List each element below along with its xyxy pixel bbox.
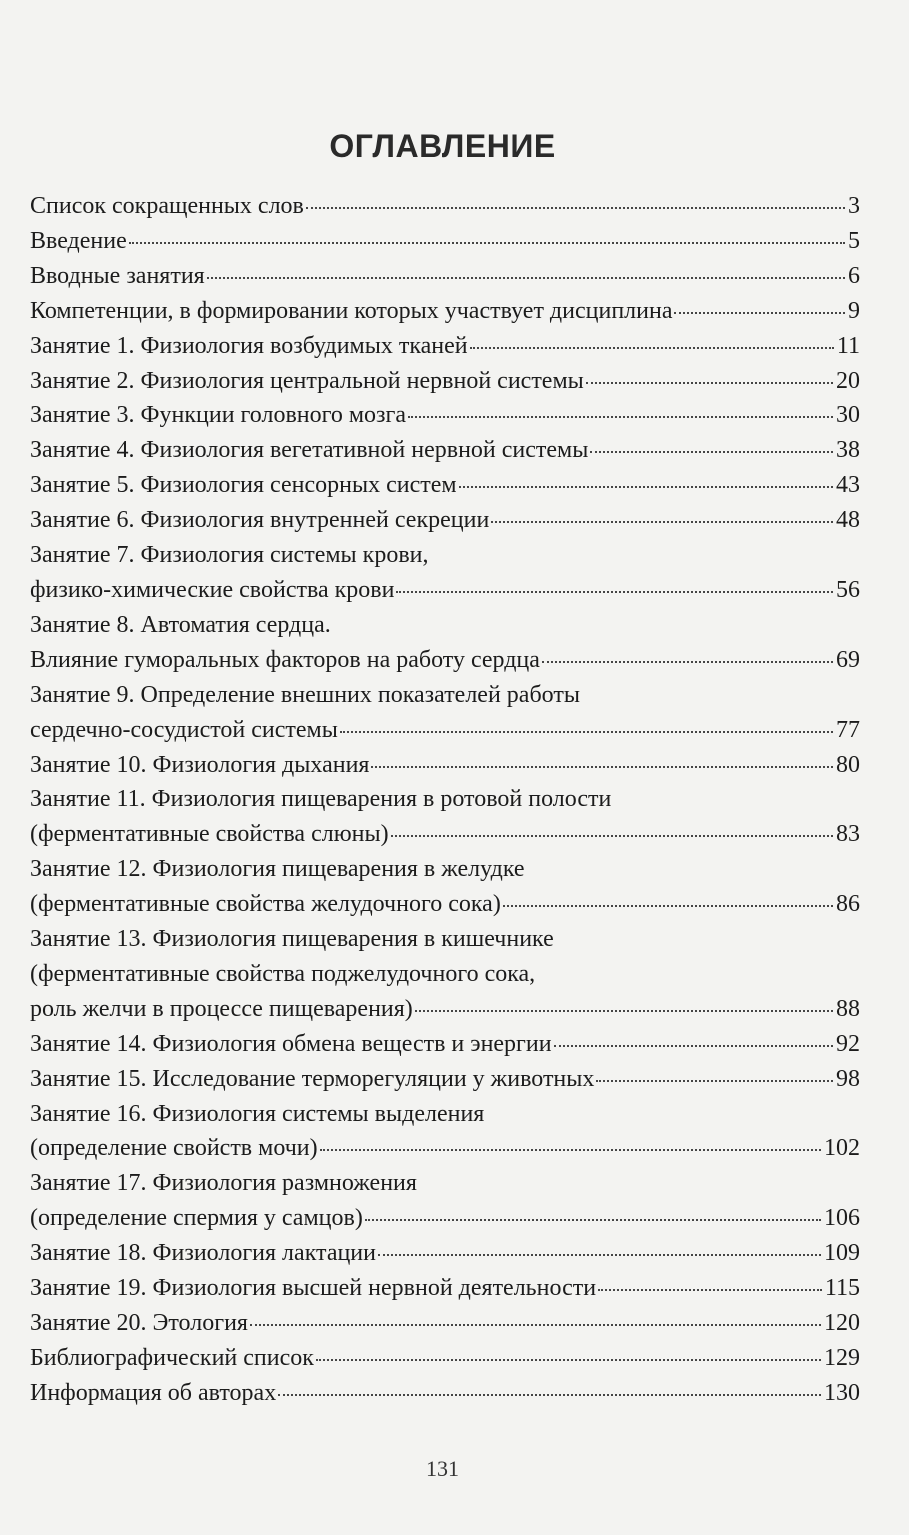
toc-entry (30, 538, 860, 608)
toc-entry-title: Список сокращенных слов (30, 193, 304, 219)
toc-entry (30, 189, 860, 224)
toc-entry-row (30, 294, 860, 329)
dot-leader (542, 661, 833, 663)
toc-entry-page: 102 (824, 1135, 860, 1162)
toc-entry-page: 77 (836, 716, 860, 743)
dot-leader (129, 242, 845, 244)
toc-entry-page: 92 (836, 1030, 860, 1057)
dot-leader (415, 1010, 833, 1012)
toc-entry (30, 224, 860, 259)
toc-entry-page: 11 (836, 332, 860, 359)
toc-entry-page: 109 (824, 1240, 860, 1267)
toc-entry-title: Занятие 2. Физиология центральной нервной системы (30, 367, 584, 394)
dot-leader (459, 486, 833, 488)
toc-entry-line: Занятие 12. Физиология пищеварения в желудке (30, 856, 525, 883)
toc-entry-row (30, 643, 860, 678)
dot-leader (340, 731, 833, 733)
dot-leader (470, 347, 834, 349)
toc-entry-title: Компетенции, в формировании которых участвует дисциплина (30, 297, 673, 324)
toc-entry-title: Занятие 6. Физиология внутренней секреции (30, 507, 490, 534)
toc-entry-title: сердечно-сосудистой системы (30, 716, 338, 743)
toc-entry (30, 1097, 860, 1167)
toc-entry-line: Занятие 17. Физиология размножения (30, 1170, 417, 1197)
toc-entry-row (30, 259, 860, 294)
toc-entry-row (30, 817, 860, 852)
toc-entry-title: Занятие 15. Исследование терморегуляции у животных (30, 1065, 595, 1092)
dot-leader (491, 521, 833, 523)
toc-entry-page: 20 (836, 367, 860, 394)
toc-entry-page: 30 (836, 402, 860, 429)
toc-entry (30, 503, 860, 538)
dot-leader (396, 591, 833, 593)
toc-entry-row (30, 887, 860, 922)
dot-leader (278, 1394, 821, 1396)
toc-entry-page: 86 (836, 891, 860, 918)
toc-entry-title: Занятие 5. Физиология сенсорных систем (30, 472, 457, 499)
toc-entry-row (30, 189, 860, 224)
toc-entry-row (30, 1201, 860, 1236)
toc-entry (30, 329, 860, 364)
toc-entry-page: 106 (824, 1205, 860, 1232)
dot-leader (596, 1080, 833, 1082)
toc-entry-row (30, 224, 860, 259)
toc-entry-title: Занятие 18. Физиология лактации (30, 1240, 376, 1267)
toc-entry-line: Занятие 16. Физиология системы выделения (30, 1100, 485, 1127)
toc-entry-page: 69 (836, 646, 860, 673)
toc-entry-row (30, 503, 860, 538)
toc-entry (30, 782, 860, 852)
toc-entry-row (30, 748, 860, 783)
toc-entry-row (30, 1027, 860, 1062)
dot-leader (371, 766, 833, 768)
toc-entry-title: (ферментативные свойства слюны) (30, 821, 389, 848)
dot-leader (586, 382, 833, 384)
toc-entry-row (30, 468, 860, 503)
toc-entry-title: (определение спермия у самцов) (30, 1205, 363, 1232)
toc-entry-row (30, 1062, 860, 1097)
dot-leader (674, 312, 845, 314)
dot-leader (320, 1149, 821, 1151)
toc-entry (30, 1341, 860, 1376)
dot-leader (316, 1359, 821, 1361)
toc-entry (30, 433, 860, 468)
toc-entry-row (30, 329, 860, 364)
toc-entry-line: Занятие 7. Физиология системы крови, (30, 542, 429, 569)
toc-entry-title: Занятие 14. Физиология обмена веществ и энергии (30, 1030, 552, 1057)
toc-entry (30, 678, 860, 748)
toc-entry (30, 1027, 860, 1062)
dot-leader (250, 1324, 821, 1326)
dot-leader (598, 1289, 822, 1291)
toc-entry-row (30, 433, 860, 468)
toc-entry-line: Занятие 8. Автоматия сердца. (30, 611, 331, 638)
dot-leader (378, 1254, 821, 1256)
dot-leader (554, 1045, 833, 1047)
toc-entry-row (30, 364, 860, 399)
dot-leader (391, 835, 833, 837)
toc-entry-title: Информация об авторах (30, 1379, 277, 1406)
toc-entry-page: 38 (836, 437, 860, 464)
dot-leader (408, 416, 833, 418)
toc-entry (30, 468, 860, 503)
page-title: ОГЛАВЛЕНИЕ (329, 128, 556, 164)
toc-entry-row (30, 398, 860, 433)
toc-entry (30, 852, 860, 922)
toc-entry (30, 748, 860, 783)
toc-entry-page: 80 (836, 751, 860, 778)
toc-entry-line: Занятие 13. Физиология пищеварения в кишечнике (30, 926, 554, 953)
page-number: 131 (426, 1456, 459, 1481)
toc-entry-title: Библиографический список (30, 1344, 314, 1371)
toc-entry-page: 120 (824, 1310, 860, 1336)
toc-entry-title: физико-химические свойства крови (30, 576, 395, 603)
dot-leader (503, 905, 833, 907)
toc-entry-title: Вводные занятия (30, 262, 205, 289)
toc-entry-title: (определение свойств мочи) (30, 1135, 318, 1162)
toc-entry-page: 88 (836, 995, 860, 1022)
dot-leader (207, 277, 845, 279)
toc-entry-row (30, 1131, 860, 1166)
toc-entry-title: (ферментативные свойства желудочного сока) (30, 891, 501, 918)
toc-entry-line: Занятие 9. Определение внешних показателей работы (30, 681, 580, 708)
dot-leader (306, 207, 845, 209)
toc-entry-title: роль желчи в процессе пищеварения) (30, 995, 413, 1022)
toc-entry (30, 922, 860, 1027)
toc-entry-title: Занятие 10. Физиология дыхания (30, 751, 370, 778)
toc-entry-page: 48 (836, 507, 860, 534)
toc-entry-row (30, 1341, 860, 1376)
toc-entry (30, 1236, 860, 1271)
toc-entry-row (30, 1271, 860, 1306)
toc-entry-title: Занятие 1. Физиология возбудимых тканей (30, 332, 468, 359)
toc-entry-title: Занятие 19. Физиология высшей нервной деятельности (30, 1275, 597, 1302)
toc-entry-title: Занятие 20. Этология (30, 1310, 248, 1336)
toc-entry (30, 1166, 860, 1236)
toc-entry (30, 1306, 860, 1341)
toc-entry (30, 608, 860, 678)
toc-entry-page: 9 (848, 297, 860, 324)
toc-entry-title: Занятие 3. Функции головного мозга (30, 402, 407, 429)
toc-entry-page: 130 (824, 1379, 860, 1406)
toc-entry-title: Занятие 4. Физиология вегетативной нервной системы (30, 437, 589, 464)
toc-entry-page: 5 (848, 227, 860, 254)
toc-entry-page: 6 (848, 262, 860, 289)
toc-entry (30, 1271, 860, 1306)
toc-entry-row (30, 1236, 860, 1271)
toc-entry (30, 364, 860, 399)
toc-entry (30, 259, 860, 294)
toc-entry-row (30, 573, 860, 608)
toc-entry-row (30, 1376, 860, 1411)
toc-entry-title: Введение (30, 227, 127, 254)
toc-entry (30, 398, 860, 433)
toc-entry (30, 1376, 860, 1411)
toc-entry-page: 98 (836, 1065, 860, 1092)
toc-entry-page: 43 (836, 472, 860, 499)
toc-entry-page: 56 (836, 576, 860, 603)
dot-leader (590, 451, 833, 453)
toc-entry-row (30, 1306, 860, 1341)
toc-entry-line: (ферментативные свойства поджелудочного сока, (30, 960, 536, 987)
toc-entry-row (30, 992, 860, 1027)
toc-entry (30, 1062, 860, 1097)
toc-entry-row (30, 713, 860, 748)
toc-entry-page: 115 (824, 1275, 860, 1302)
toc-entry-line: Занятие 11. Физиология пищеварения в ротовой полости (30, 786, 612, 813)
toc-entry-page: 83 (836, 821, 860, 848)
table-of-contents (30, 189, 860, 1411)
dot-leader (365, 1219, 821, 1221)
toc-entry-page: 129 (824, 1344, 860, 1371)
toc-entry-title: Влияние гуморальных факторов на работу сердца (30, 646, 540, 673)
toc-entry (30, 294, 860, 329)
toc-entry-page: 3 (848, 193, 860, 219)
